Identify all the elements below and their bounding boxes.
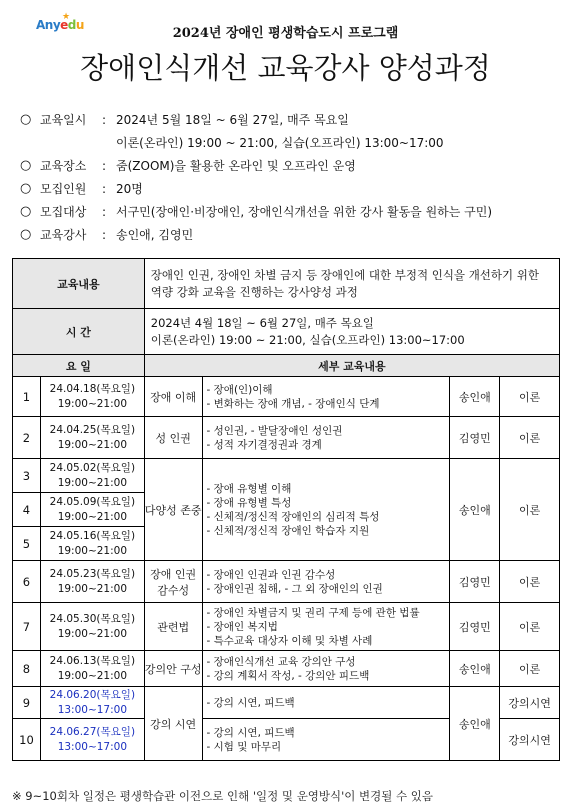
info-value: 서구민(장애인·비장애인, 장애인식개선을 위한 강사 활동을 원하는 구민) [116,205,493,219]
session-items: - 장애인 인권과 인권 감수성 - 장애인권 침해, - 그 외 장애인의 인권 [202,561,450,603]
table-row [13,417,560,459]
info-value: 2024년 5월 18일 ~ 6월 27일, 매주 목요일 [116,113,349,127]
table-row [13,687,560,719]
session-type: 강의시연 [500,719,560,761]
session-number: 5 [13,527,41,561]
info-list [20,108,560,246]
session-date: 24.05.16(목요일) 19:00~21:00 [40,527,144,561]
table-row [13,459,560,493]
content-text: 장애인 인권, 장애인 차별 금지 등 장애인에 대한 부정적 인식을 개선하기 위한 역량 강화 교육을 진행하는 강사양성 과정 [144,259,559,309]
detail-header: 세부 교육내용 [144,355,559,377]
session-type: 이론 [500,561,560,603]
session-date: 24.06.13(목요일) 19:00~21:00 [40,651,144,687]
day-header: 요 일 [13,355,145,377]
info-row-place: ○ 교육장소 : 줌(ZOOM)을 활용한 온라인 및 오프라인 운영 [20,158,356,173]
session-number: 9 [13,687,41,719]
table-row [13,561,560,603]
session-topic: 관련법 [144,603,202,651]
info-label: 교육장소 [40,159,87,173]
table-header-row [13,355,560,377]
info-value: 이론(온라인) 19:00 ~ 21:00, 실습(오프라인) 13:00~17:00 [116,136,444,150]
session-topic: 장애 인권 감수성 [144,561,202,603]
session-number: 6 [13,561,41,603]
page-title: 장애인식개선 교육강사 양성과정 [80,51,491,85]
session-items: - 강의 시연, 피드백 [202,687,450,719]
session-date: 24.05.30(목요일) 19:00~21:00 [40,603,144,651]
session-type: 이론 [500,459,560,561]
session-items: - 장애 유형별 이해 - 장애 유형별 특성 - 신체적/정신적 장애인의 심리적 특성 - 신체적/정신적 장애인 학습자 지원 [202,459,450,561]
session-items: - 장애(인)이해 - 변화하는 장애 개념, - 장애인식 단계 [202,377,450,417]
session-type: 이론 [500,417,560,459]
content-row [13,259,560,309]
time-text: 2024년 4월 18일 ~ 6월 27일, 매주 목요일 이론(온라인) 19:00 ~ 21:00, 실습(오프라인) 13:00~17:00 [144,309,559,355]
session-date: 24.06.27(목요일) 13:00~17:00 [40,719,144,761]
table-row [13,603,560,651]
session-topic: 성 인권 [144,417,202,459]
table-row [13,651,560,687]
session-number: 1 [13,377,41,417]
content-label: 교육내용 [13,259,145,309]
table-row [13,377,560,417]
session-number: 8 [13,651,41,687]
session-date: 24.05.02(목요일) 19:00~21:00 [40,459,144,493]
circle-bullet-icon: ○ [20,227,32,242]
info-value: 20명 [116,182,143,196]
session-date: 24.05.23(목요일) 19:00~21:00 [40,561,144,603]
session-topic: 강의 시연 [144,687,202,761]
session-date: 24.05.09(목요일) 19:00~21:00 [40,493,144,527]
info-row-instructors: ○ 교육강사 : 송인애, 김영민 [20,227,194,242]
session-teacher: 송인애 [450,459,500,561]
info-value: 줌(ZOOM)을 활용한 온라인 및 오프라인 운영 [116,159,356,173]
session-number: 7 [13,603,41,651]
info-value: 송인애, 김영민 [116,228,194,242]
session-type: 이론 [500,377,560,417]
time-label: 시 간 [13,309,145,355]
info-label: 모집대상 [40,205,87,219]
info-row-schedule-detail [20,131,560,154]
session-type: 이론 [500,603,560,651]
session-items: - 성인권, - 발달장애인 성인권 - 성적 자기결정권과 경계 [202,417,450,459]
session-date: 24.06.20(목요일) 13:00~17:00 [40,687,144,719]
session-items: - 장애인 차별금지 및 권리 구제 등에 관한 법률 - 장애인 복지법 - 특수교육 대상자 이해 및 차별 사례 [202,603,450,651]
program-subtitle: 2024년 장애인 평생학습도시 프로그램 [172,26,399,41]
info-label: 교육일시 [40,113,87,127]
info-row-capacity: ○ 모집인원 : 20명 [20,181,143,196]
session-number: 3 [13,459,41,493]
session-topic: 장애 이해 [144,377,202,417]
session-number: 4 [13,493,41,527]
footnote: ※ 9~10회차 일정은 평생학습관 이전으로 인해 '일정 및 운영방식'이 변경될 수 있음 [12,789,434,803]
circle-bullet-icon: ○ [20,112,32,127]
session-type: 강의시연 [500,687,560,719]
session-items: - 강의 시연, 피드백 - 시험 및 마무리 [202,719,450,761]
info-row-target: ○ 모집대상 : 서구민(장애인·비장애인, 장애인식개선을 위한 강사 활동을 원하는 구민) [20,204,493,219]
session-teacher: 김영민 [450,417,500,459]
info-row-schedule: ○ 교육일시 : 2024년 5월 18일 ~ 6월 27일, 매주 목요일 [20,112,349,127]
circle-bullet-icon: ○ [20,158,32,173]
session-items: - 장애인식개선 교육 강의안 구성 - 강의 계획서 작성, - 강의안 피드백 [202,651,450,687]
circle-bullet-icon: ○ [20,181,32,196]
info-label: 교육강사 [40,228,87,242]
session-teacher: 김영민 [450,603,500,651]
circle-bullet-icon: ○ [20,204,32,219]
session-topic: 강의안 구성 [144,651,202,687]
session-date: 24.04.25(목요일) 19:00~21:00 [40,417,144,459]
session-teacher: 송인애 [450,377,500,417]
schedule-table [12,258,560,761]
session-number: 2 [13,417,41,459]
session-teacher: 송인애 [450,687,500,761]
info-label: 모집인원 [40,182,87,196]
session-teacher: 김영민 [450,561,500,603]
session-topic: 다양성 존중 [144,459,202,561]
logo-text: Anyedu [36,18,84,32]
session-teacher: 송인애 [450,651,500,687]
star-icon: ★ [62,12,71,22]
time-row [13,309,560,355]
session-number: 10 [13,719,41,761]
session-type: 이론 [500,651,560,687]
session-date: 24.04.18(목요일) 19:00~21:00 [40,377,144,417]
